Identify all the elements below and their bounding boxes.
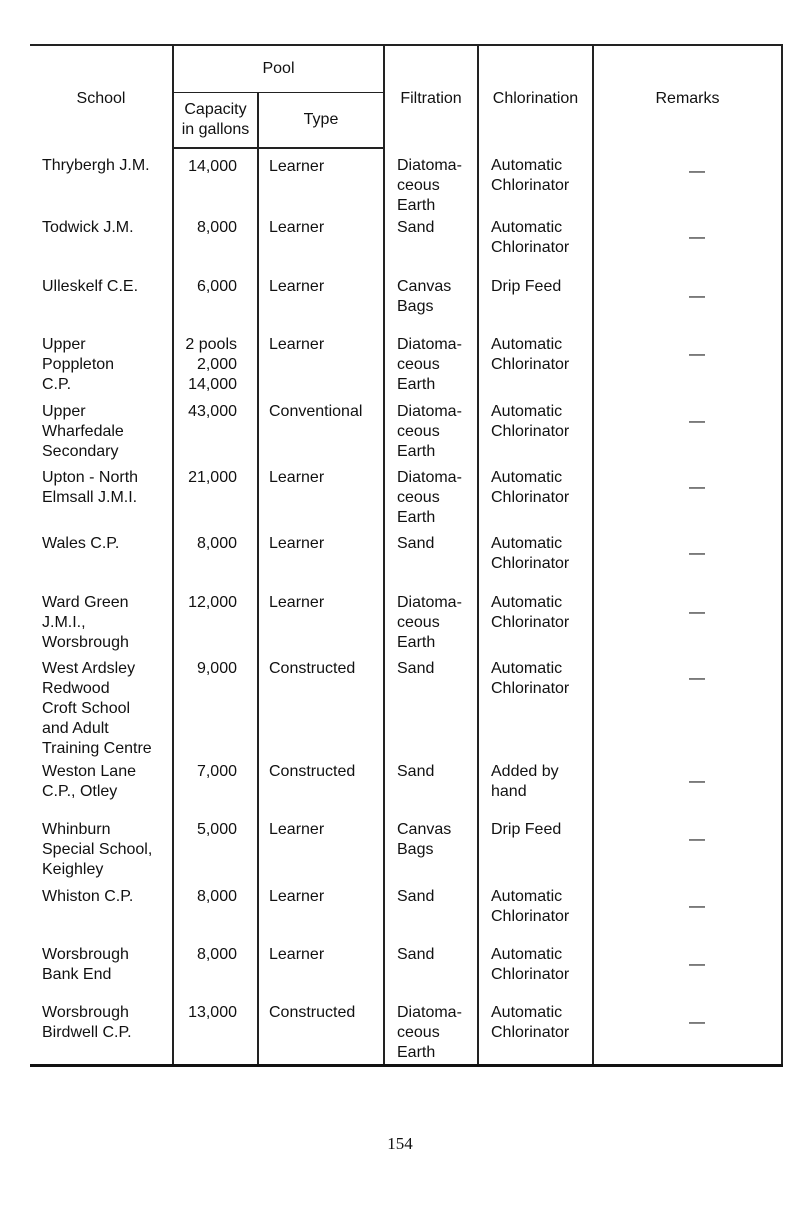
filtration-cell: Sand [384,532,478,590]
filtration-cell: Sand [384,216,478,274]
table-row [30,333,782,399]
type-cell: Constructed [258,657,384,760]
school-cell: Whiston C.P. [42,887,134,905]
remarks-cell: — [593,400,782,466]
school-cell: Wales C.P. [42,535,120,553]
header-filtration: Filtration [384,45,478,148]
table-row [30,532,782,590]
chlorination-cell: Automatic Chlorinator [478,333,593,399]
filtration-cell: Diatoma- ceous Earth [384,466,478,532]
header-pool: Pool [173,45,384,92]
chlorination-cell: Added by hand [478,760,593,818]
chlorination-cell: Automatic Chlorinator [478,1001,593,1065]
capacity-cell: 43,000 [173,400,258,466]
capacity-cell: 2 pools 2,000 14,000 [173,333,258,399]
type-cell: Learner [258,148,384,216]
remarks-cell: — [593,148,782,216]
capacity-cell: 9,000 [173,657,258,760]
remarks-cell: — [593,466,782,532]
type-cell: Learner [258,885,384,943]
table-row [30,400,782,466]
school-cell: Worsbrough Birdwell C.P. [30,1001,173,1065]
school-cell: Upper Wharfedale Secondary [42,402,124,460]
school-cell: Upper Poppleton C.P. [42,336,115,394]
type-cell: Learner [258,275,384,333]
header-capacity: Capacity in gallons [173,92,258,148]
table-row [30,591,782,657]
type-cell: Learner [258,333,384,399]
chlorination-cell: Drip Feed [478,275,593,333]
filtration-cell: Diatoma- ceous Earth [384,591,478,657]
filtration-cell: Diatoma- ceous Earth [384,1001,478,1065]
type-cell: Learner [258,591,384,657]
filtration-cell: Sand [384,760,478,818]
table-row [30,216,782,274]
capacity-cell: 8,000 [173,943,258,1001]
type-cell: Learner [258,216,384,274]
type-cell: Conventional [258,400,384,466]
chlorination-cell: Automatic Chlorinator [478,216,593,274]
chlorination-cell: Automatic Chlorinator [478,148,593,216]
chlorination-cell: Automatic Chlorinator [478,943,593,1001]
remarks-cell: — [593,532,782,590]
table-row [30,466,782,532]
capacity-cell: 14,000 [173,148,258,216]
filtration-cell: Sand [384,657,478,760]
chlorination-cell: Automatic Chlorinator [478,532,593,590]
table-body [30,148,782,1066]
filtration-cell: Canvas Bags [384,818,478,884]
table-row [30,275,782,333]
school-cell: Upton - North Elmsall J.M.I. [42,469,139,507]
remarks-cell: — [593,591,782,657]
capacity-cell: 6,000 [173,275,258,333]
chlorination-cell: Automatic Chlorinator [478,400,593,466]
filtration-cell: Canvas Bags [384,275,478,333]
type-cell: Learner [258,466,384,532]
page-number: 154 [387,1134,413,1153]
capacity-cell: 8,000 [173,532,258,590]
filtration-cell: Diatoma- ceous Earth [384,148,478,216]
school-cell: Ulleskelf C.E. [42,277,139,295]
table-row [30,1001,782,1065]
capacity-cell: 21,000 [173,466,258,532]
capacity-cell: 12,000 [173,591,258,657]
remarks-cell: — [593,943,782,1001]
school-cell: Thrybergh J.M. [42,157,150,174]
remarks-cell: — [593,818,782,884]
header-school: School [30,45,173,148]
swimming-pools-table [30,44,783,1067]
filtration-cell: Diatoma- ceous Earth [384,333,478,399]
header-type: Type [258,92,384,148]
type-cell: Learner [258,532,384,590]
filtration-cell: Sand [384,943,478,1001]
school-cell: West Ardsley Redwood Croft School and Adult Training Centre [42,660,152,758]
filtration-cell: Diatoma- ceous Earth [384,400,478,466]
school-cell: Worsbrough Bank End [42,946,129,984]
type-cell: Constructed [258,760,384,818]
type-cell: Constructed [258,1001,384,1065]
capacity-cell: 8,000 [173,216,258,274]
type-cell: Learner [258,818,384,884]
school-cell: Ward Green J.M.I., Worsbrough [42,593,129,651]
header-chlorination: Chlorination [478,45,593,148]
capacity-cell: 13,000 [173,1001,258,1065]
capacity-cell: 7,000 [173,760,258,818]
header-remarks: Remarks [593,45,782,148]
table-row [30,818,782,884]
filtration-cell: Sand [384,885,478,943]
type-cell: Learner [258,943,384,1001]
remarks-cell: — [593,275,782,333]
chlorination-cell: Drip Feed [478,818,593,884]
capacity-cell: 8,000 [173,885,258,943]
remarks-cell: — [593,657,782,760]
remarks-cell: — [593,333,782,399]
capacity-cell: 5,000 [173,818,258,884]
remarks-cell: — [593,885,782,943]
school-cell: Weston Lane C.P., Otley [42,762,136,800]
remarks-cell: — [593,760,782,818]
chlorination-cell: Automatic Chlorinator [478,885,593,943]
remarks-cell: — [593,216,782,274]
chlorination-cell: Automatic Chlorinator [478,591,593,657]
table-row [30,148,782,216]
table-row [30,760,782,818]
school-cell: Whinburn Special School, Keighley [42,821,153,879]
table-row [30,885,782,943]
remarks-cell: — [593,1001,782,1065]
chlorination-cell: Automatic Chlorinator [478,466,593,532]
table-row [30,657,782,760]
school-cell: Todwick J.M. [42,219,134,237]
chlorination-cell: Automatic Chlorinator [478,657,593,760]
table-row [30,943,782,1001]
